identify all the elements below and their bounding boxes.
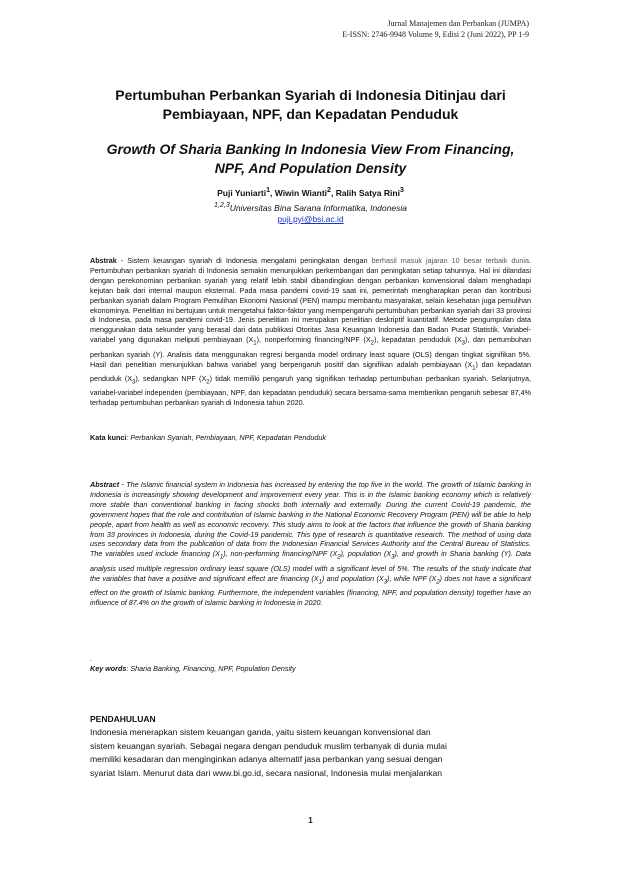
- abstract-english: [90, 480, 531, 608]
- section-heading: PENDAHULUAN: [90, 714, 156, 724]
- abstract-id-sub: 3: [132, 379, 136, 386]
- author-2-sup: 2: [327, 186, 331, 194]
- intro-line-1: Indonesia menerapkan sistem keuangan ganda, yaitu sistem keuangan konvensional dan: [90, 727, 431, 737]
- author-sep-1: ,: [270, 187, 275, 198]
- keywords-en-dot: .: [90, 654, 92, 663]
- abstract-en-sub: 1: [219, 554, 224, 561]
- abstract-id-text-4: ), kepadatan penduduk (X: [373, 335, 462, 345]
- abstract-en-text-3: ), population (X: [340, 549, 392, 559]
- title-indonesian: [60, 86, 561, 124]
- author-3: Ralih Satya Rini: [335, 187, 400, 198]
- abstract-en-sub: 3: [383, 579, 388, 586]
- title-id-line-1: Pertumbuhan Perbankan Syariah di Indonesia Ditinjau dari: [115, 87, 506, 103]
- abstract-en-text-2: ), non-performing financing/NPF (X: [223, 549, 338, 559]
- abstract-en-label: Abstract: [90, 480, 120, 489]
- title-english: [60, 140, 561, 178]
- page-number: 1: [308, 816, 313, 825]
- abstract-id-highlight: berhasil masuk jajaran 10 besar terbaik dunia: [371, 256, 530, 265]
- author-3-sup: 3: [399, 186, 404, 194]
- journal-header: [342, 18, 529, 40]
- abstract-id-sub: 3: [461, 340, 465, 347]
- keywords-indonesian: [90, 433, 531, 443]
- abstract-en-sub: 3: [391, 554, 395, 561]
- author-list: [60, 184, 561, 199]
- keywords-id-label: Kata kunci: [90, 433, 127, 442]
- abstract-id-text-2: . Pertumbuhan perbankan syariah di Indonesia semakin menunjukkan perkembangan dan peningkatan setiap tahunnya. Hal ini dilandasi dengan perekonomian perbankan syariah yang relatif lebih stabil dibandingkan dengan perbankan konvensional dalam menghadapi kejutan baik dari internal maupun eksternal. Pada masa pandemi covid-19 saat ini, pemerintah mengharapkan peran dan kontribusi perbankan syariah dalam Program Pemulihan Ekonomi Nasional (PEN) mampu membantu masyarakat, selain kesehatan juga pemulihan ekonominya. Penelitian ini bertujuan untuk mengetahui faktor-faktor yang mempengaruhi pertumbuhan perbankan syariah dari 33 provinsi di Indonesia, pada masa pandemi covid-19. Jenis penelitian ini merupakan penelitian deskriptif kuantitatif. Metode pengumpulan data menggunakan data sekunder yang berasal dari data publikasi Otoritas Jasa Keuangan Indonesia dan Badan Pusat Statistik. Variabel-variabel yang digunakan meliputi pembiayaan (X: [90, 256, 532, 345]
- affiliation-sup: 1,2,3: [214, 201, 230, 209]
- title-en-line-2: NPF, And Population Density: [214, 160, 407, 176]
- affiliation: [60, 199, 561, 214]
- intro-line-3: memiliki kesadaran dan menginginkan adanya alternatif jasa perbankan yang sesuai dengan: [90, 754, 443, 765]
- email-link[interactable]: puji.pyi@bsi.ac.id: [277, 214, 344, 224]
- author-sep-2: ,: [330, 187, 336, 198]
- abstract-id-text-3: ), nonperforming financing/NPF (X: [256, 335, 371, 345]
- abstract-en-text-6: ), while NPF (X: [387, 573, 437, 583]
- abstract-indonesian: [90, 256, 531, 408]
- abstract-id-text-8: ) tidak memiliki pengaruh yang signifikan terhadap pertumbuhan perbankan syariah. Selanjutnya, variabel-variabel independen (pembiayaan, NPF, dan kepadatan penduduk) secara bersama-sama memberikan pengaruh sebesar 87,4% terhadap pertumbuhan perbankan syariah di Indonesia tahun 2020.: [90, 373, 531, 408]
- abstract-en-sub: 2: [337, 554, 341, 561]
- intro-line-2: sistem keuangan syariah. Sebagai negara dengan penduduk muslim terbanyak di dunia mulai: [90, 740, 447, 751]
- intro-line-4: syariat Islam. Menurut data dari www.bi.go.id, secara nasional, Indonesia mulai menjalankan: [90, 768, 443, 779]
- author-1-sup: 1: [266, 186, 271, 194]
- journal-name: Jurnal Manajemen dan Perbankan (JUMPA): [387, 19, 529, 28]
- title-en-line-1: Growth Of Sharia Banking In Indonesia View From Financing,: [106, 141, 515, 157]
- keywords-english: [90, 654, 531, 674]
- journal-issn: E-ISSN: 2746-9948 Volume 9, Edisi 2 (Juni 2022), PP 1-9: [342, 30, 529, 39]
- abstract-id-text-5: ), dan pertumbuhan perbankan syariah (Y). Analisis data menggunakan regresi berganda model ordinary least square (OLS) dengan tingkat signifikan 5%. Hasil dari penelitian menunjukkan bahwa variabel yang berpengaruh positif dan signifikan adalah pembiayaan (X: [90, 335, 532, 369]
- email-line: [60, 213, 561, 225]
- abstract-id-sub: 1: [253, 340, 257, 347]
- abstract-id-sub: 2: [206, 379, 210, 386]
- abstract-id-text-7: ), sedangkan NPF (X: [135, 373, 207, 383]
- affiliation-text: Universitas Bina Sarana Informatika, Indonesia: [229, 202, 407, 213]
- author-1: Puji Yuniarti: [217, 187, 267, 198]
- abstract-en-text-7: ) does not have a significant effect on the growth of Islamic banking. Furthermore, the independent variables (financing, NPF, and population density) together have an influence of 87.4% on the growth of Islamic banking in Indonesia in 2020.: [90, 573, 531, 607]
- author-2: Wiwin Wianti: [274, 187, 328, 198]
- keywords-id-text: : Perbankan Syariah, Pembiayaan, NPF, Kepadatan Penduduk: [126, 433, 327, 442]
- keywords-en-text: : Sharia Banking, Financing, NPF, Population Density: [126, 663, 296, 673]
- keywords-en-label: Key words: [90, 663, 127, 673]
- intro-paragraph: [90, 726, 531, 781]
- abstract-id-sub: 1: [472, 364, 476, 371]
- abstract-en-text-4: ), and growth in Sharia banking (Y). Data analysis used multiple regression ordinary least square (OLS) model with a significant level of 5%. The results of the study indicate that the variables that have a positive and significant effect are financing (X: [90, 549, 531, 583]
- abstract-en-text-5: ) and population (X: [321, 573, 384, 583]
- abstract-id-text-6: ) dan kepadatan penduduk (X: [90, 359, 532, 383]
- title-id-line-2: Pembiayaan, NPF, dan Kepadatan Penduduk: [162, 106, 459, 122]
- keywords-en-line: [90, 664, 531, 674]
- abstract-id-sub: 2: [370, 340, 374, 347]
- abstract-en-sub: 1: [318, 579, 322, 586]
- abstract-en-text-1: - The Islamic financial system in Indonesia has increased by entering the top five in the world. The growth of Islamic banking in Indonesia is increasingly showing development and improvement every year. This is in the Islamic banking economy which is relatively more stable than conventional banking in facing shocks both internally and externally. During the current Covid-19 pandemic, the government hopes that the role and contribution of Islamic banking in the National Economic Recovery Program (PEN) will be able to help people, apart from health as well as economic recovery. This study aims to look at the factors that influence the growth of Sharia banking from 33 provinces in Indonesia, during the Covid-19 pandemic. This type of research is quantitative research. The method of using data uses secondary data from the publication of data from the Indonesian Financial Services Authority and the Central Bureau of Statistics. The variables used include financing (X: [90, 480, 531, 559]
- abstract-id-label: Abstrak: [90, 256, 117, 265]
- abstract-id-text-1: - Sistem keuangan syariah di Indonesia mengalami peningkatan dengan: [116, 256, 372, 265]
- abstract-en-sub: 2: [436, 579, 440, 586]
